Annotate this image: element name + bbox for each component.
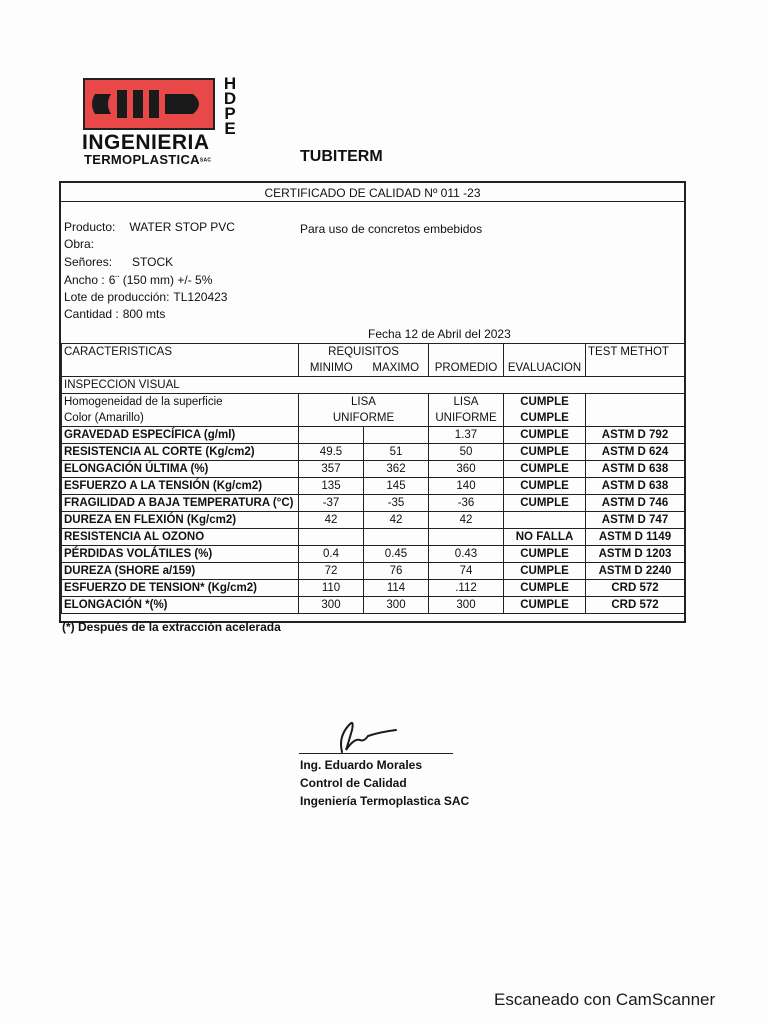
table-row: [62, 529, 685, 546]
cell-min: 135: [299, 478, 364, 495]
cell-promedio: 140: [429, 478, 504, 495]
header-test-method: TEST METHOT: [586, 344, 685, 377]
cell-requisito: UNIFORME: [299, 410, 429, 427]
field-label: Producto:: [64, 220, 116, 234]
cell-max: 114: [364, 580, 429, 597]
cell-evaluacion: CUMPLE: [504, 563, 586, 580]
specs-table: [61, 343, 685, 614]
cell-max: 145: [364, 478, 429, 495]
scanner-watermark: Escaneado con CamScanner: [494, 990, 716, 1009]
title-divider: [61, 201, 684, 202]
cell-test: ASTM D 638: [586, 478, 685, 495]
cell-promedio: UNIFORME: [429, 410, 504, 427]
cell-min: 300: [299, 597, 364, 614]
cell-evaluacion: [504, 512, 586, 529]
header-requisitos: REQUISITOS: [299, 344, 429, 361]
cell-promedio: 50: [429, 444, 504, 461]
field-label: Obra:: [64, 237, 95, 251]
logo-subtitle-text: TERMOPLASTICA: [84, 152, 200, 167]
cell-test: [586, 394, 685, 427]
cell-evaluacion: CUMPLE: [504, 597, 586, 614]
field-value: STOCK: [132, 255, 174, 269]
signer-role: Control de Calidad: [300, 776, 407, 790]
signature-line: [299, 753, 453, 754]
row-label: PÉRDIDAS VOLÁTILES (%): [62, 546, 299, 563]
purpose-text: Para uso de concretos embebidos: [300, 222, 483, 236]
row-label: ELONGACIÓN *(%): [62, 597, 299, 614]
cell-promedio: 0.43: [429, 546, 504, 563]
field-label: Ancho :: [64, 273, 105, 287]
cell-evaluacion: NO FALLA: [504, 529, 586, 546]
row-label: DUREZA EN FLEXIÓN (Kg/cm2): [62, 512, 299, 529]
cell-min: 357: [299, 461, 364, 478]
logo-emblem: [83, 78, 215, 130]
field-value: 800 mts: [122, 307, 166, 321]
table-row: [62, 563, 685, 580]
header-evaluacion: EVALUACION: [504, 344, 586, 377]
field-value: WATER STOP PVC: [129, 220, 235, 234]
cell-evaluacion: CUMPLE: [504, 444, 586, 461]
row-label: FRAGILIDAD A BAJA TEMPERATURA (°C): [62, 495, 299, 512]
signature-scribble-icon: [320, 716, 410, 756]
row-label: ESFUERZO A LA TENSIÓN (Kg/cm2): [62, 478, 299, 495]
field-obra: [64, 237, 102, 251]
cell-promedio: 1.37: [429, 427, 504, 444]
table-row: [62, 546, 685, 563]
cell-min: 72: [299, 563, 364, 580]
table-row: [62, 597, 685, 614]
cell-promedio: 74: [429, 563, 504, 580]
cell-evaluacion: CUMPLE: [504, 495, 586, 512]
logo-letter: H: [223, 74, 237, 93]
logo-company-name: INGENIERIA: [82, 131, 210, 154]
cell-test: ASTM D 624: [586, 444, 685, 461]
cell-max: [364, 529, 429, 546]
cell-min: 110: [299, 580, 364, 597]
table-row: [62, 580, 685, 597]
row-label: Homogeneidad de la superficie: [62, 394, 299, 411]
row-label: RESISTENCIA AL OZONO: [62, 529, 299, 546]
cell-max: -35: [364, 495, 429, 512]
logo-letter: E: [224, 119, 236, 138]
table-row: [62, 427, 685, 444]
certificate-title: CERTIFICADO DE CALIDAD Nº 011 -23: [264, 186, 481, 200]
header-caracteristicas: CARACTERISTICAS: [62, 344, 299, 377]
cell-max: 76: [364, 563, 429, 580]
row-label: DUREZA (SHORE a/159): [62, 563, 299, 580]
field-label: Señores:: [64, 255, 113, 269]
logo-subtitle-suffix: SAC: [199, 157, 212, 164]
signer-company: Ingeniería Termoplastica SAC: [300, 794, 470, 808]
cell-test: ASTM D 792: [586, 427, 685, 444]
header-promedio: PROMEDIO: [429, 344, 504, 377]
table-row: [62, 461, 685, 478]
logo-letter: D: [223, 89, 237, 108]
cell-max: 300: [364, 597, 429, 614]
table-row: [62, 495, 685, 512]
section-label: INSPECCION VISUAL: [62, 377, 685, 394]
field-producto: [64, 220, 235, 234]
logo-hdpe-letters: [222, 76, 238, 136]
cell-evaluacion: CUMPLE: [504, 410, 586, 427]
cell-max: 0.45: [364, 546, 429, 563]
brand-name: TUBITERM: [300, 148, 383, 165]
cell-evaluacion: CUMPLE: [504, 461, 586, 478]
table-header-row: [62, 344, 685, 361]
cell-min: 42: [299, 512, 364, 529]
logo-letter: P: [224, 104, 236, 123]
field-value: TL120423: [173, 290, 228, 304]
field-lote: [64, 290, 227, 304]
signer-name: Ing. Eduardo Morales: [300, 758, 423, 772]
cell-promedio: LISA: [429, 394, 504, 411]
field-value: 6¨ (150 mm) +/- 5%: [108, 273, 213, 287]
cell-max: [364, 427, 429, 444]
field-label: Cantidad :: [64, 307, 119, 321]
cell-min: [299, 427, 364, 444]
cell-promedio: -36: [429, 495, 504, 512]
cell-test: CRD 572: [586, 597, 685, 614]
table-row: [62, 512, 685, 529]
cell-promedio: [429, 529, 504, 546]
field-senores: [64, 255, 173, 269]
cell-min: [299, 529, 364, 546]
cell-evaluacion: CUMPLE: [504, 580, 586, 597]
footnote: (*) Después de la extracción acelerada: [62, 620, 281, 634]
header-maximo: MAXIMO: [364, 360, 429, 377]
header-minimo: MINIMO: [299, 360, 364, 377]
cell-evaluacion: CUMPLE: [504, 478, 586, 495]
cell-evaluacion: CUMPLE: [504, 546, 586, 563]
field-cantidad: [64, 307, 165, 321]
field-label: Lote de producción:: [64, 290, 170, 304]
cell-min: 49.5: [299, 444, 364, 461]
cell-evaluacion: CUMPLE: [504, 394, 586, 411]
certificate-date: Fecha 12 de Abril del 2023: [368, 327, 511, 341]
cell-test: ASTM D 746: [586, 495, 685, 512]
cell-max: 362: [364, 461, 429, 478]
cell-test: ASTM D 747: [586, 512, 685, 529]
row-label: Color (Amarillo): [62, 410, 299, 427]
cell-max: 42: [364, 512, 429, 529]
row-label: ELONGACIÓN ÚLTIMA (%): [62, 461, 299, 478]
table-row: [62, 478, 685, 495]
cell-max: 51: [364, 444, 429, 461]
cell-promedio: .112: [429, 580, 504, 597]
cell-promedio: 360: [429, 461, 504, 478]
pipe-logo-icon: [85, 80, 213, 128]
cell-requisito: LISA: [299, 394, 429, 411]
cell-min: 0.4: [299, 546, 364, 563]
row-label: RESISTENCIA AL CORTE (Kg/cm2): [62, 444, 299, 461]
cell-evaluacion: CUMPLE: [504, 427, 586, 444]
row-label: ESFUERZO DE TENSION* (Kg/cm2): [62, 580, 299, 597]
cell-promedio: 300: [429, 597, 504, 614]
cell-test: ASTM D 1203: [586, 546, 685, 563]
table-section-row: [62, 377, 685, 394]
cell-test: ASTM D 1149: [586, 529, 685, 546]
cell-test: CRD 572: [586, 580, 685, 597]
cell-min: -37: [299, 495, 364, 512]
logo-company-subtitle: [84, 152, 211, 167]
table-row: [62, 444, 685, 461]
cell-promedio: 42: [429, 512, 504, 529]
cell-test: ASTM D 2240: [586, 563, 685, 580]
row-label: GRAVEDAD ESPECÍFICA (g/ml): [62, 427, 299, 444]
field-ancho: [64, 273, 212, 287]
table-row: [62, 394, 685, 411]
cell-test: ASTM D 638: [586, 461, 685, 478]
